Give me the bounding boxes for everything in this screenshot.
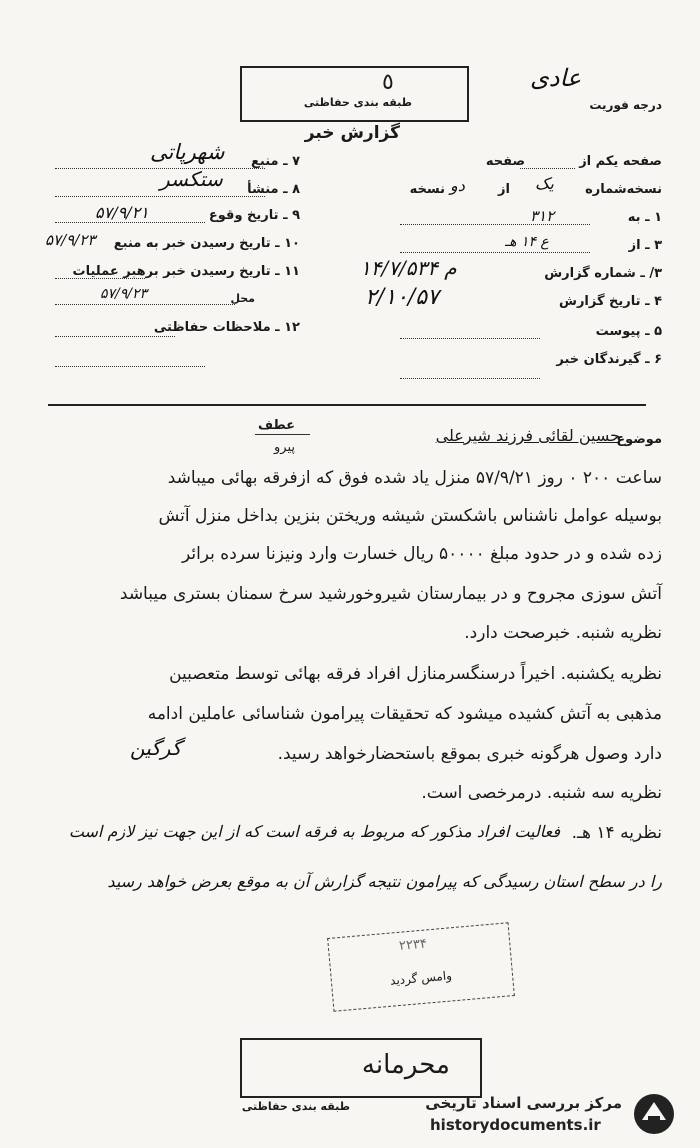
field-3-line	[400, 252, 590, 253]
field-8-line	[55, 196, 265, 197]
bottom-classification-label: طبقه بندی حفاظتی	[241, 1100, 350, 1113]
field-location-value: ۵۷/۹/۲۳	[100, 286, 148, 302]
field-3-value: ع ۱۴ هـ	[505, 234, 549, 250]
page-field-label: صفحه یکم از	[579, 154, 662, 169]
watermark-line-2: historydocuments.ir	[430, 1116, 601, 1134]
return-stamp	[327, 922, 515, 1012]
page-field-line	[520, 168, 575, 169]
body-line-2: بوسیله عوامل ناشناس باشکستن شیشه وریختن بنزین بداخل منزل آتش	[158, 506, 662, 526]
field-1-value: ۳۱۲	[530, 207, 555, 225]
field-3-label: ۳ ـ از	[628, 238, 662, 253]
recipients-line	[400, 378, 540, 379]
body-line-6: نظریه یکشنبه. اخیراً درسنگسرمنازل افراد فرقه بهائی توسط متعصبین	[169, 664, 662, 684]
recipients-label: ۶ ـ گیرندگان خبر	[556, 352, 662, 367]
handwritten-signature: گرگین	[130, 736, 182, 760]
classification-stamp-box	[240, 66, 469, 122]
body-line-5: نظریه شنبه. خبرصحت دارد.	[464, 623, 662, 643]
report-number-value: ۱۴/۷/۵۳۴ م	[360, 256, 457, 280]
classification-handwriting: ٥	[382, 70, 394, 95]
field-12-line-2	[55, 366, 205, 367]
body-line-4: آتش سوزی مجروح و در بیمارستان شیروخورشید سرخ سمنان بستری میباشد	[119, 584, 662, 604]
body-line-3: زده شده و در حدود مبلغ ۵۰۰۰۰ ریال خسارت وارد ونیزنا سرده برائر	[181, 544, 662, 564]
copy-field-label: نسخه‌شماره	[585, 182, 662, 197]
return-stamp-text: وامس گردید	[389, 968, 453, 988]
body-line-7: مذهبی به آتش کشیده میشود که تحقیقات پیرامون شناسائی عاملین ادامه	[147, 704, 662, 724]
body-line-1: ساعت ۲۰۰ ۰ روز ۵۷/۹/۲۱ منزل یاد شده فوق که ازفرقه بهائی میباشد	[167, 468, 662, 488]
copy-field-value2: دو	[450, 176, 465, 195]
field-1-label: ۱ ـ به	[627, 210, 662, 225]
bottom-classification-box	[240, 1038, 482, 1098]
attachment-line	[400, 338, 540, 339]
field-10-label: ۱۰ ـ تاریخ رسیدن خبر به منبع	[113, 236, 300, 251]
field-12-label: ۱۲ ـ ملاحظات حفاظتی	[153, 320, 300, 335]
body-line-8: دارد وصول هرگونه خبری بموقع باستحضارخواهد رسید.	[277, 744, 662, 764]
urgency-label: درجه فوریت	[589, 98, 662, 112]
classification-stamp-label: طبقه بندی حفاظتی	[303, 96, 412, 109]
field-9-line	[55, 222, 205, 223]
report-title: گزارش خبر	[304, 123, 400, 143]
field-8-label: ۸ ـ منشأ	[247, 182, 300, 197]
urgency-value: عادی	[530, 64, 582, 92]
report-number-label: ۳/ ـ شماره گزارش	[544, 266, 662, 281]
copy-field-end: نسخه	[409, 182, 445, 197]
field-12-line	[55, 336, 175, 337]
field-11-line	[55, 278, 145, 279]
field-7-value: شهرپاتی	[150, 140, 225, 164]
field-8-value: ستکسر	[160, 167, 223, 191]
body-line-9: نظریه سه شنبه. درمرخصی است.	[421, 783, 662, 803]
return-stamp-number: ۲۲۳۴	[398, 936, 428, 954]
attachment-label: ۵ ـ پیوست	[595, 324, 662, 339]
field-10-value: ۵۷/۹/۲۳	[45, 231, 96, 249]
watermark-line-1: مرکز بررسی اسناد تاریخی	[425, 1094, 622, 1112]
subject-label: موضوع	[616, 432, 662, 447]
page-field-mid: صفحه	[485, 154, 525, 169]
body-line-10: نظریه ۱۴ هـ.	[571, 823, 662, 843]
field-9-label: ۹ ـ تاریخ وقوع	[208, 208, 300, 223]
archive-logo-icon	[632, 1092, 676, 1136]
field-location-line	[55, 304, 235, 305]
copy-field-value: یک	[535, 174, 554, 193]
atf-line	[255, 434, 310, 435]
handwritten-note-2: را در سطح استان رسیدگی که پیرامون نتیجه گزارش آن به موقع بعرض خواهد رسید	[107, 872, 662, 891]
subject-value: حسین لقائی فرزند شیرعلی	[435, 426, 620, 445]
field-1-line	[400, 224, 590, 225]
report-date-label: ۴ ـ تاریخ گزارش	[559, 294, 662, 309]
field-7-label: ۷ ـ منبع	[251, 154, 300, 169]
copy-field-mid: از	[498, 182, 510, 197]
header-divider	[48, 404, 646, 406]
atf-label: عطف	[257, 418, 295, 433]
handwritten-note-1: فعالیت افراد مذکور که مربوط به فرقه است که از این جهت نیز لازم است	[68, 822, 560, 841]
field-11-label: ۱۱ ـ تاریخ رسیدن خبر برهبر عملیات	[72, 264, 300, 279]
field-9-value: ۵۷/۹/۲۱	[95, 203, 149, 222]
bottom-classification-text: محرمانه	[361, 1050, 450, 1080]
report-date-value: ۲/۱۰/۵۷	[365, 285, 439, 310]
pirow-label: پیرو	[274, 440, 295, 455]
field-location-label: محل	[230, 292, 255, 305]
